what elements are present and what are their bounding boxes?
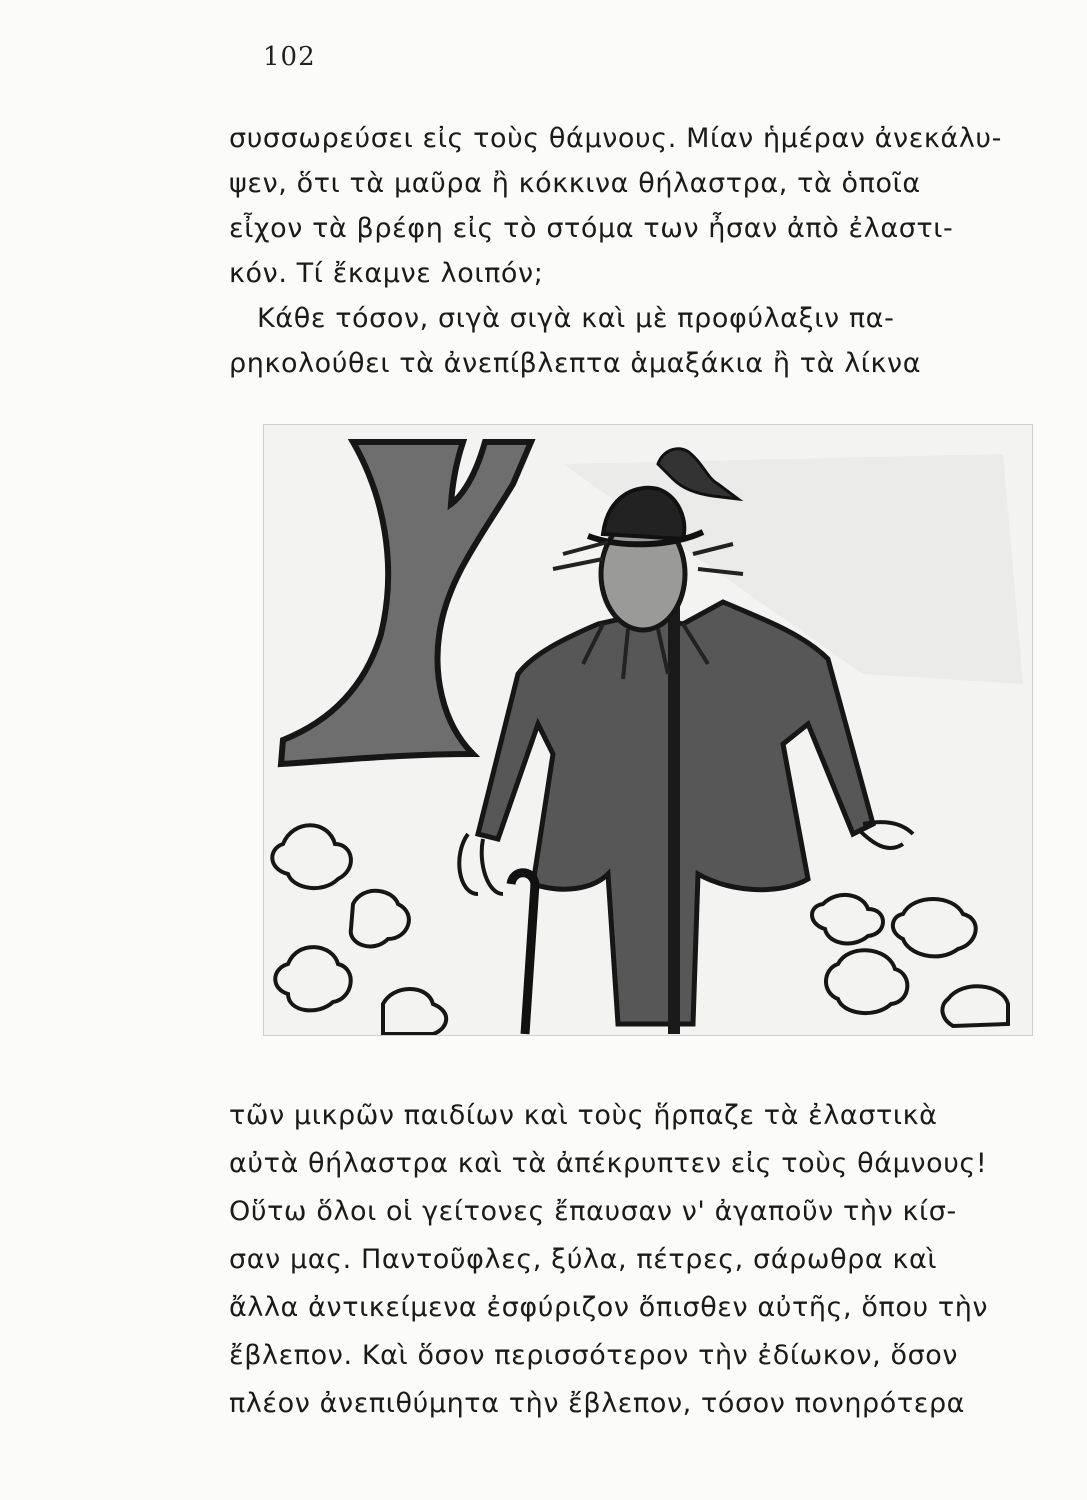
text-line: σαν μας. Παντοῦφλες, ξύλα, πέτρες, σάρωθρα καὶ xyxy=(229,1244,938,1275)
bottom-paragraph xyxy=(229,1092,1064,1428)
text-line: συσσωρεύσει εἰς τοὺς θάμνους. Μίαν ἡμέραν ἀνεκάλυ- xyxy=(229,123,1002,154)
text-line: Οὕτω ὅλοι οἱ γείτονες ἔπαυσαν ν' ἀγαποῦν τὴν κίσ- xyxy=(229,1196,957,1227)
text-line: ψεν, ὅτι τὰ μαῦρα ἢ κόκκινα θήλαστρα, τὰ ὁποῖα xyxy=(229,168,921,199)
text-line: εἶχον τὰ βρέφη εἰς τὸ στόμα των ἦσαν ἀπὸ ἐλαστι- xyxy=(229,213,954,244)
text-line: κόν. Τί ἔκαμνε λοιπόν; xyxy=(229,258,544,289)
page-number: 102 xyxy=(263,42,316,72)
text-line: ἄλλα ἀντικείμενα ἐσφύριζον ὄπισθεν αὐτῆς, ὅπου τὴν xyxy=(229,1292,989,1323)
text-line: ρηκολούθει τὰ ἀνεπίβλεπτα ἁμαξάκια ἢ τὰ λίκνα xyxy=(229,348,922,379)
top-paragraph xyxy=(229,116,1064,386)
text-line: αὐτὰ θήλαστρα καὶ τὰ ἀπέκρυπτεν εἰς τοὺς θάμνους! xyxy=(229,1148,988,1179)
text-line: πλέον ἀνεπιθύμητα τὴν ἔβλεπον, τόσον πονηρότερα xyxy=(229,1388,966,1419)
text-line: τῶν μικρῶν παιδίων καὶ τοὺς ἥρπαζε τὰ ἐλαστικὰ xyxy=(229,1100,938,1131)
text-line: ἔβλεπον. Καὶ ὅσον περισσότερον τὴν ἐδίωκον, ὅσον xyxy=(229,1340,959,1371)
scarecrow-illustration xyxy=(263,424,1033,1036)
text-line: Κάθε τόσον, σιγὰ σιγὰ καὶ μὲ προφύλαξιν πα- xyxy=(257,303,895,334)
